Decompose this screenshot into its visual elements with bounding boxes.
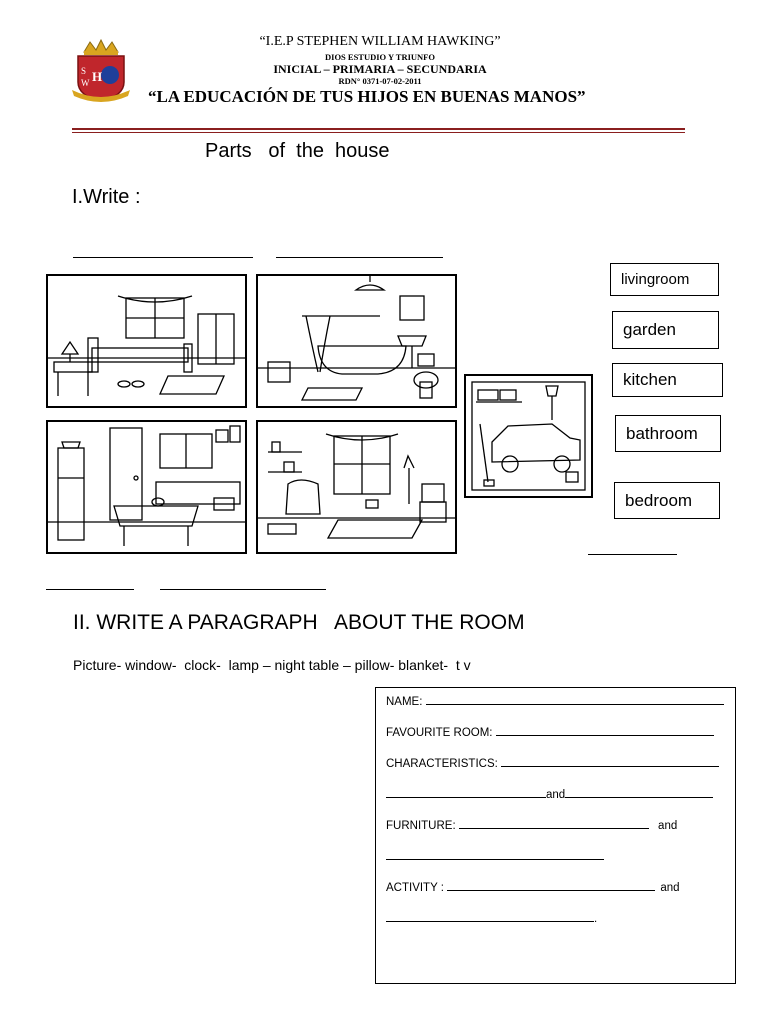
favourite-room-line[interactable] (496, 725, 714, 736)
activity-label: ACTIVITY : (386, 882, 444, 894)
school-motto: DIOS ESTUDIO Y TRIUNFO (325, 52, 435, 62)
word-kitchen: kitchen (612, 363, 723, 397)
furniture-line[interactable] (459, 818, 649, 829)
header-rule-bottom (72, 132, 685, 133)
livingroom-picture (256, 420, 457, 554)
characteristics-line-3[interactable] (565, 787, 713, 798)
word-livingroom: livingroom (610, 263, 719, 296)
and-word-3: and (660, 882, 680, 894)
answer-line-4[interactable] (46, 588, 134, 590)
word-garden: garden (612, 311, 719, 349)
furniture-line-2[interactable] (386, 849, 604, 860)
answer-line-2[interactable] (276, 256, 443, 258)
school-logo (70, 38, 132, 104)
school-slogan: “LA EDUCACIÓN DE TUS HIJOS EN BUENAS MANOS” (148, 87, 586, 106)
paragraph-form (375, 687, 736, 984)
word-bathroom: bathroom (615, 415, 721, 452)
characteristics-line[interactable] (501, 756, 719, 767)
name-line[interactable] (426, 694, 724, 705)
answer-line-5[interactable] (160, 588, 326, 590)
and-word-2: and (658, 820, 678, 832)
logo-letter-w: W (81, 78, 90, 88)
section-1-label: I.Write : (72, 186, 141, 208)
characteristics-line-2[interactable] (386, 787, 546, 798)
kitchen-picture (46, 420, 247, 554)
favourite-room-label: FAVOURITE ROOM: (386, 727, 493, 739)
characteristics-label: CHARACTERISTICS: (386, 758, 498, 770)
worksheet-title: Parts of the house (205, 140, 390, 162)
answer-line-1[interactable] (73, 256, 253, 258)
furniture-label: FURNITURE: (386, 820, 456, 832)
garage-picture (464, 374, 593, 498)
logo-letter-h: H (92, 69, 103, 84)
section-2-heading: II. WRITE A PARAGRAPH ABOUT THE ROOM (73, 611, 525, 634)
school-rdn: RDN° 0371-07-02-2011 (338, 76, 422, 86)
activity-line[interactable] (447, 880, 655, 891)
school-name: “I.E.P STEPHEN WILLIAM HAWKING” (259, 34, 501, 49)
school-levels: INICIAL – PRIMARIA – SECUNDARIA (273, 62, 487, 76)
header-rule-top (72, 128, 685, 130)
vocabulary-list: Picture- window- clock- lamp – night table – pillow- blanket- t v (73, 657, 471, 673)
bedroom-picture (46, 274, 247, 408)
bathroom-picture (256, 274, 457, 408)
final-period: . (594, 913, 598, 925)
answer-line-3[interactable] (588, 553, 677, 555)
activity-line-2[interactable] (386, 911, 594, 922)
logo-letter-s: S (81, 66, 87, 76)
and-word-1: and (546, 789, 566, 801)
name-label: NAME: (386, 696, 423, 708)
word-bedroom: bedroom (614, 482, 720, 519)
